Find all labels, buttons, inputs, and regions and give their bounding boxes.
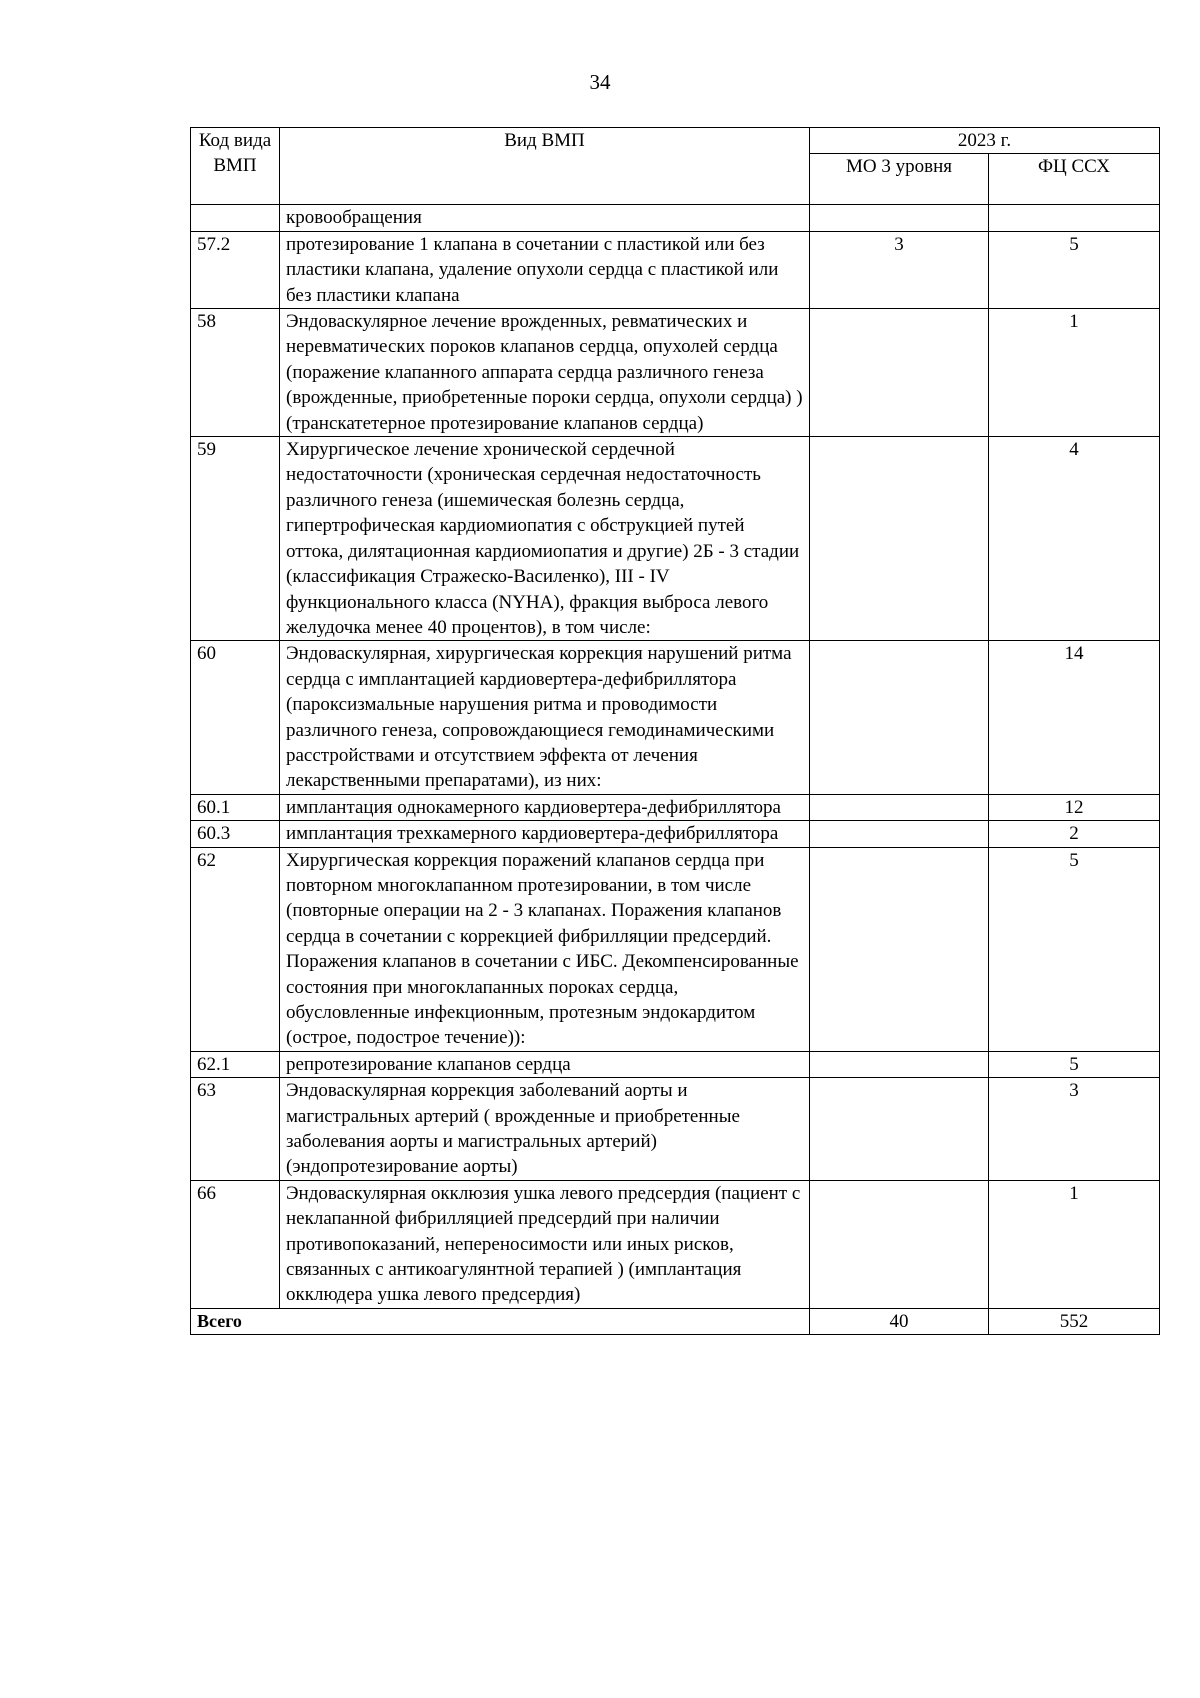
row-description: Хирургическая коррекция поражений клапанов сердца при повторном многоклапанном протезировании, в том числе (повторные операции на 2 - 3 клапанах. Поражения клапанов сердца в сочетании с коррекцией фибрилляции предсердий. Поражения клапанов в сочетании с ИБС. Декомпенсированные состояния при многоклапанных пороках сердца, обусловленные инфекционным, протезным эндокардитом (острое, подострое течение)):: [280, 847, 810, 1051]
table-row: [191, 847, 1160, 1051]
row-fc-value: 2: [989, 821, 1160, 847]
row-fc-value: 12: [989, 794, 1160, 820]
row-mo3-value: [810, 1180, 989, 1308]
row-code: 57.2: [191, 231, 280, 308]
table-row: [191, 437, 1160, 641]
row-code: 58: [191, 309, 280, 437]
row-fc-value: 1: [989, 309, 1160, 437]
total-mo3: 40: [810, 1308, 989, 1334]
table-row: [191, 641, 1160, 794]
row-fc-value: [989, 205, 1160, 231]
row-code: 62.1: [191, 1051, 280, 1077]
table-row: [191, 309, 1160, 437]
total-fc: 552: [989, 1308, 1160, 1334]
row-description: Эндоваскулярное лечение врожденных, ревматических и неревматических пороков клапанов сердца, опухолей сердца (поражение клапанного аппарата сердца различного генеза (врожденные, приобретенные пороки сердца, опухоли сердца) )(транскатетерное протезирование клапанов сердца): [280, 309, 810, 437]
row-fc-value: 5: [989, 1051, 1160, 1077]
table-row: [191, 794, 1160, 820]
header-code: Код вида ВМП: [191, 128, 280, 205]
header-type: Вид ВМП: [280, 128, 810, 205]
page-number: 34: [589, 70, 611, 94]
row-code: 63: [191, 1078, 280, 1181]
row-fc-value: 5: [989, 231, 1160, 308]
table-row: [191, 231, 1160, 308]
table-row: [191, 1051, 1160, 1077]
row-description: кровообращения: [280, 205, 810, 231]
row-fc-value: 14: [989, 641, 1160, 794]
row-description: Хирургическое лечение хронической сердечной недостаточности (хроническая сердечная недостаточность различного генеза (ишемическая болезнь сердца, гипертрофическая кардиомиопатия с обструкцией путей оттока, дилятационная кардиомиопатия и другие) 2Б - 3 стадии (классификация Стражеско-Василенко), III - IV функционального класса (NYHA), фракция выброса левого желудочка менее 40 процентов), в том числе:: [280, 437, 810, 641]
row-mo3-value: [810, 309, 989, 437]
header-fc: ФЦ ССХ: [989, 154, 1160, 205]
header-year: 2023 г.: [810, 128, 1160, 154]
row-description: имплантация трехкамерного кардиовертера-дефибриллятора: [280, 821, 810, 847]
row-description: репротезирование клапанов сердца: [280, 1051, 810, 1077]
table-row: [191, 1078, 1160, 1181]
total-label: Всего: [191, 1308, 810, 1334]
row-fc-value: 1: [989, 1180, 1160, 1308]
row-code: 60.1: [191, 794, 280, 820]
row-code: 62: [191, 847, 280, 1051]
header-mo3: МО 3 уровня: [810, 154, 989, 205]
row-fc-value: 5: [989, 847, 1160, 1051]
total-row: [191, 1308, 1160, 1334]
row-mo3-value: [810, 437, 989, 641]
row-mo3-value: [810, 847, 989, 1051]
row-code: [191, 205, 280, 231]
row-code: 59: [191, 437, 280, 641]
row-code: 60: [191, 641, 280, 794]
row-description: Эндоваскулярная, хирургическая коррекция нарушений ритма сердца с имплантацией кардиовертера-дефибриллятора (пароксизмальные нарушения ритма и проводимости различного генеза, сопровождающиеся гемодинамическими расстройствами и отсутствием эффекта от лечения лекарственными препаратами), из них:: [280, 641, 810, 794]
row-description: протезирование 1 клапана в сочетании с пластикой или без пластики клапана, удаление опухоли сердца с пластикой или без пластики клапана: [280, 231, 810, 308]
row-mo3-value: [810, 794, 989, 820]
row-fc-value: 3: [989, 1078, 1160, 1181]
table-row: [191, 1180, 1160, 1308]
row-mo3-value: [810, 1078, 989, 1181]
row-mo3-value: [810, 821, 989, 847]
table-body: [191, 205, 1160, 1308]
vmp-table: [190, 127, 1160, 1335]
row-mo3-value: [810, 1051, 989, 1077]
row-description: Эндоваскулярная коррекция заболеваний аорты и магистральных артерий ( врожденные и приобретенные заболевания аорты и магистральных артерий)(эндопротезирование аорты): [280, 1078, 810, 1181]
row-code: 60.3: [191, 821, 280, 847]
row-mo3-value: [810, 205, 989, 231]
table-row: [191, 205, 1160, 231]
row-code: 66: [191, 1180, 280, 1308]
header-row: [191, 128, 1160, 154]
row-fc-value: 4: [989, 437, 1160, 641]
row-description: имплантация однокамерного кардиовертера-дефибриллятора: [280, 794, 810, 820]
table-row: [191, 821, 1160, 847]
row-mo3-value: [810, 641, 989, 794]
row-mo3-value: 3: [810, 231, 989, 308]
row-description: Эндоваскулярная окклюзия ушка левого предсердия (пациент с неклапанной фибрилляцией предсердий при наличии противопоказаний, непереносимости или иных рисков, связанных с антикоагулянтной терапией ) (имплантация окклюдера ушка левого предсердия): [280, 1180, 810, 1308]
